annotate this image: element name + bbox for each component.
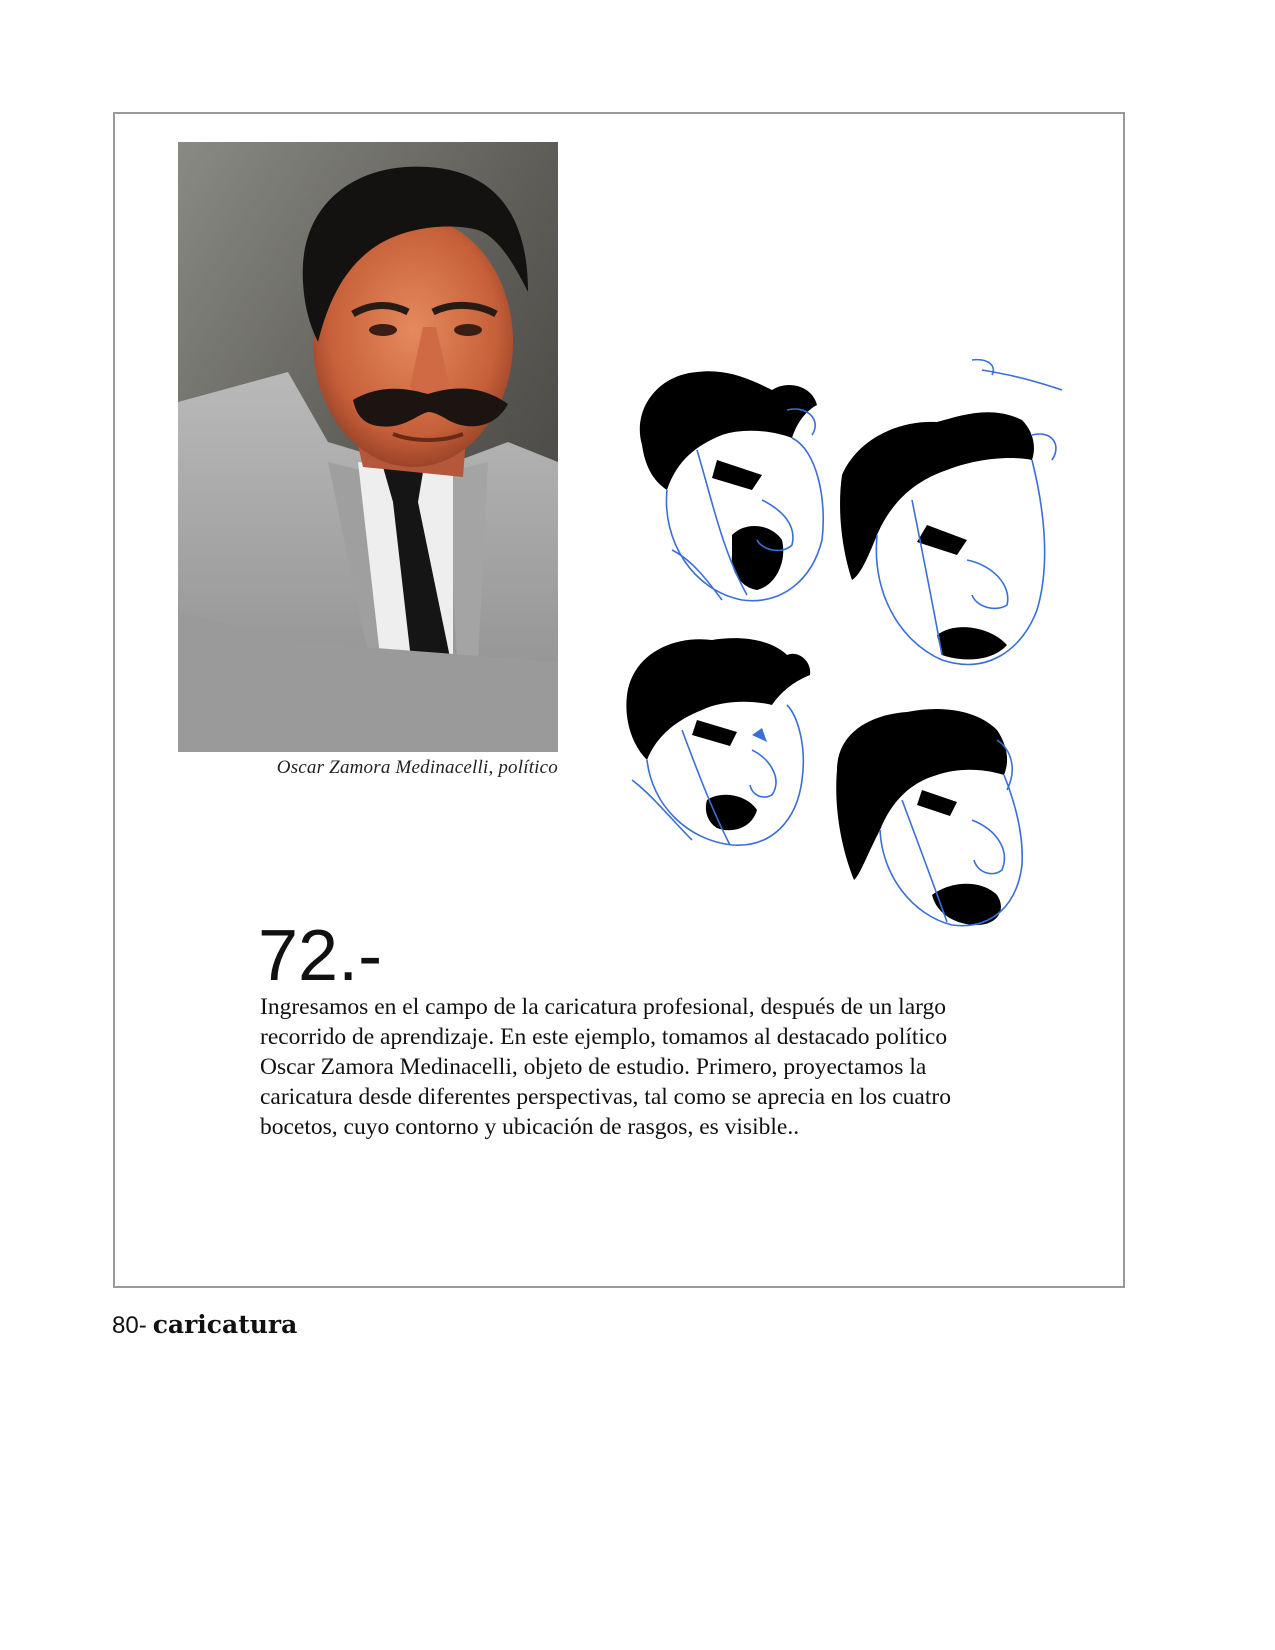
article-paragraph: Ingresamos en el campo de la caricatura profesional, después de un largo recorrido de aprendizaje. En este ejemplo, tomamos al destacado político Oscar Zamora Medinacelli, objeto de estudio. Primero, proyectamos la caricatura desde diferentes perspectivas, tal como se aprecia en los cuatro bocetos, cuyo contorno y ubicación de rasgos, es visible.. — [260, 994, 951, 1140]
sketch-top-right — [840, 360, 1062, 665]
sketch-bottom-left — [626, 638, 810, 845]
section-title: caricatura — [152, 1310, 298, 1339]
section-number: 72.- — [258, 916, 383, 996]
sketch-bottom-right — [836, 709, 1022, 926]
photo-caption: Oscar Zamora Medinacelli, político — [276, 757, 558, 778]
article-body — [260, 992, 990, 1142]
page-number: 80- — [112, 1312, 147, 1339]
sketch-top-left — [640, 371, 823, 600]
caricature-sketches — [612, 350, 1100, 956]
portrait-photo — [178, 142, 558, 752]
page-footer — [112, 1310, 297, 1340]
